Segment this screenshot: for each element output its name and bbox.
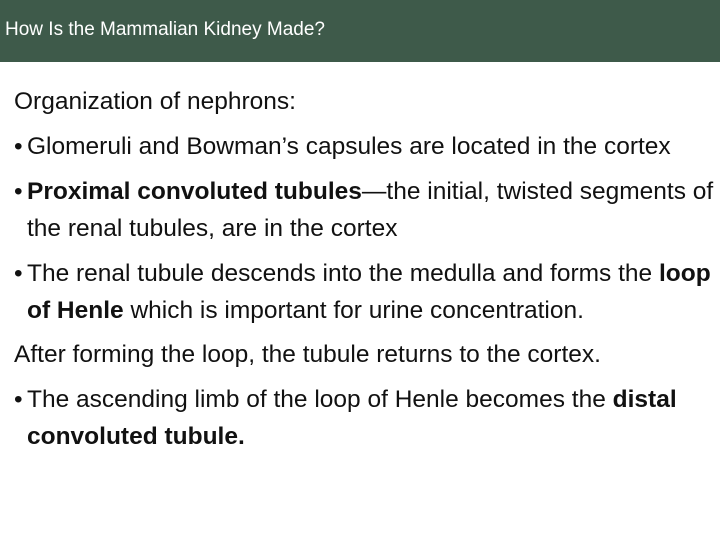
section-heading-nephrons: Organization of nephrons: [14,88,296,115]
bullet-proximal-tubules [14,173,714,247]
bullet-loop-of-henle [14,255,714,329]
bullet-glomeruli [14,128,714,165]
slide-content [14,84,714,463]
section-heading-after-loop: After forming the loop, the tubule returns to the cortex. [14,341,601,368]
bullet-text-post: which is important for urine concentration. [123,297,584,324]
bullet-dot: • [14,133,23,160]
bullet-text: Glomeruli and Bowman’s capsules are located in the cortex [27,133,671,160]
slide-title: How Is the Mammalian Kidney Made? [5,19,325,40]
bullet-dot: • [14,386,23,413]
bullet-dot: • [14,178,23,205]
term-proximal-convoluted-tubules: Proximal convoluted tubules [27,178,362,205]
bullet-text-pre: The ascending limb of the loop of Henle becomes the [27,386,613,413]
bullet-text: —the initial, twisted segments of the renal tubules, are in the cortex [27,178,714,242]
term-distal-convoluted-tubule: distal convoluted tubule. [27,386,677,450]
bullet-ascending-limb [14,381,714,455]
bullet-dot: • [14,260,23,287]
title-bar [0,0,720,62]
term-loop-of-henle: loop of Henle [27,260,711,324]
bullet-text-pre: The renal tubule descends into the medulla and forms the [27,260,659,287]
